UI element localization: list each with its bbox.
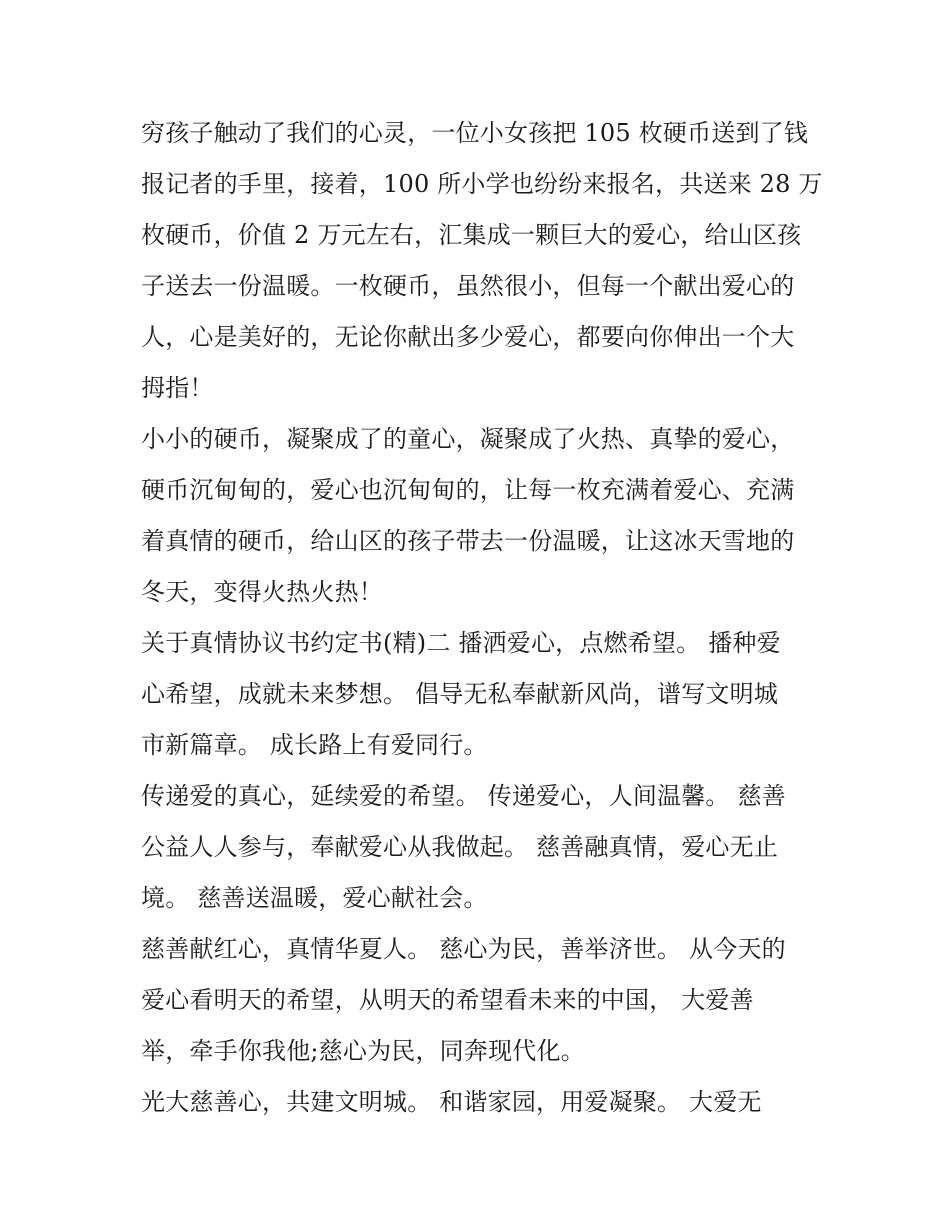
text-line: 市新篇章。 成长路上有爱同行。	[141, 731, 488, 759]
text-line: 人，心是美好的，无论你献出多少爱心，都要向你伸出一个大	[141, 323, 795, 351]
text-line: 穷孩子触动了我们的心灵，一位小女孩把 105 枚硬币送到了钱	[141, 119, 809, 147]
text-line: 慈善献红心，真情华夏人。 慈心为民，善举济世。 从今天的	[141, 935, 786, 963]
text-line: 小小的硬币，凝聚成了的童心，凝聚成了火热、真挚的爱心，	[141, 425, 795, 453]
text-line: 硬币沉甸甸的，爱心也沉甸甸的，让每一枚充满着爱心、充满	[141, 476, 795, 504]
text-line: 传递爱的真心，延续爱的希望。 传递爱心，人间温馨。 慈善	[141, 782, 786, 810]
text-line: 心希望，成就未来梦想。 倡导无私奉献新风尚，谱写文明城	[141, 680, 779, 708]
text-line: 关于真情协议书约定书(精)二 播洒爱心，点燃希望。 播种爱	[141, 629, 781, 657]
text-line: 子送去一份温暖。一枚硬币，虽然很小，但每一个献出爱心的	[141, 272, 795, 300]
text-line: 爱心看明天的希望，从明天的希望看未来的中国， 大爱善	[141, 986, 754, 1014]
text-line: 枚硬币，价值 2 万元左右，汇集成一颗巨大的爱心，给山区孩	[141, 221, 802, 249]
text-line: 拇指！	[141, 374, 214, 402]
text-line: 报记者的手里，接着，100 所小学也纷纷来报名，共送来 28 万	[141, 170, 823, 198]
text-line: 着真情的硬币，给山区的孩子带去一份温暖，让这冰天雪地的	[141, 527, 795, 555]
text-line: 举，牵手你我他;慈心为民，同奔现代化。	[141, 1037, 585, 1065]
text-line: 光大慈善心，共建文明城。 和谐家园，用爱凝聚。 大爱无	[141, 1088, 762, 1116]
text-line: 境。 慈善送温暖，爱心献社会。	[141, 884, 488, 912]
text-line: 冬天，变得火热火热！	[141, 578, 383, 606]
text-line: 公益人人参与，奉献爱心从我做起。 慈善融真情，爱心无止	[141, 833, 779, 861]
body-text	[141, 108, 821, 1128]
